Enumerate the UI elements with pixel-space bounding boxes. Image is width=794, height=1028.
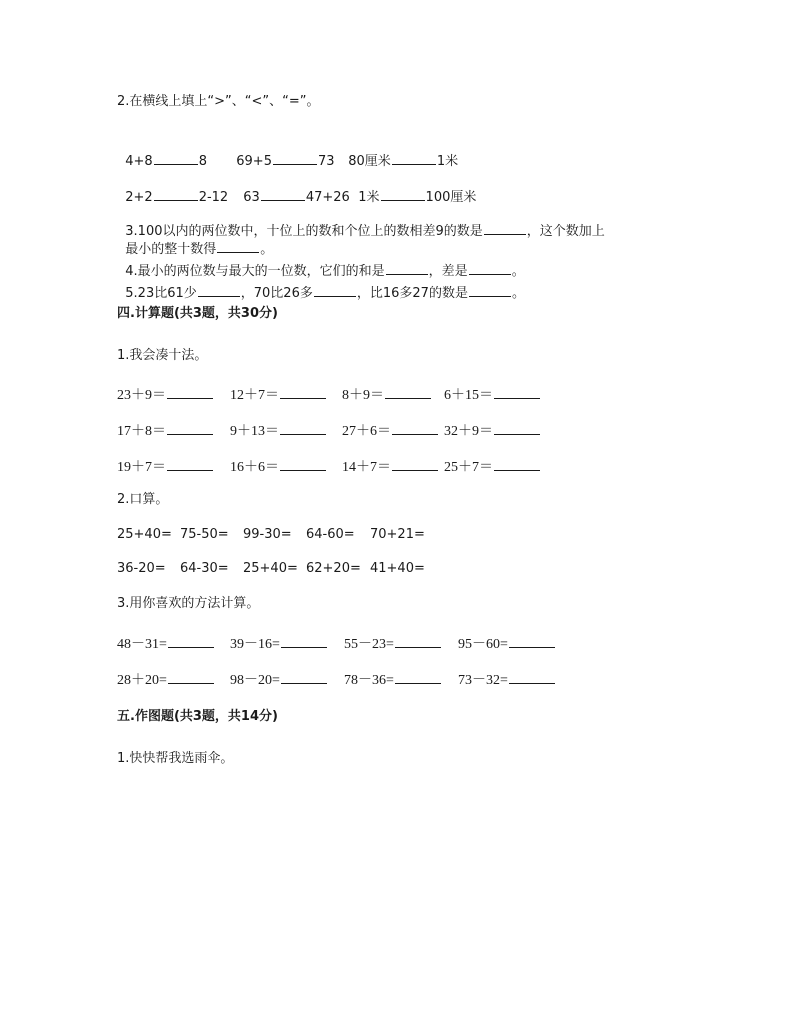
exercise-expression: 25+40= [117,527,172,542]
compare-right: 2-12 [198,190,229,205]
exercise-expression: 95－60= [458,637,508,652]
exercise-item [306,561,361,577]
compare-left: 63 [243,190,260,205]
exercise-expression: 98－20= [230,673,280,688]
answer-blank[interactable] [280,457,326,471]
exercise-expression: 28＋20= [117,673,167,688]
exercise-expression: 62+20= [306,561,361,576]
exercise-item [458,670,556,689]
exercise-expression: 19＋7＝ [117,460,166,475]
answer-blank[interactable] [484,221,526,235]
question-text: 3.100以内的两位数中，十位上的数和个位上的数相差9的数是 [125,224,483,239]
answer-blank[interactable] [314,283,356,297]
exercise-expression: 70+21= [370,527,425,542]
exercise-expression: 6＋15＝ [444,388,493,403]
question-text: 。 [511,286,525,301]
answer-blank[interactable] [167,385,213,399]
answer-blank[interactable] [509,670,555,684]
compare-right: 8 [198,154,207,169]
answer-blank[interactable] [494,421,540,435]
compare-right: 73 [317,154,335,169]
exercise-item [117,634,215,653]
exercise-expression: 25+40= [243,561,298,576]
exercise-item [306,527,355,543]
s5-question-1-title: 1.快快帮我选雨伞。 [117,751,234,766]
answer-blank[interactable] [381,187,425,201]
compare-item [235,171,350,206]
exercise-item [370,527,425,543]
exercise-item [117,561,166,577]
question-text: 5.23比61少 [125,286,197,301]
question-text: ，70比26多 [240,286,313,301]
answer-blank[interactable] [168,670,214,684]
exercise-item [444,385,541,404]
question-2-title: 2.在横线上填上“>”、“<”、“=”。 [117,94,320,109]
exercise-item [180,561,229,577]
answer-blank[interactable] [154,187,198,201]
exercise-expression: 25＋7＝ [444,460,493,475]
exercise-expression: 17＋8＝ [117,424,166,439]
compare-item [340,135,458,170]
exercise-item [342,421,439,440]
compare-left: 4+8 [125,154,153,169]
answer-blank[interactable] [280,421,326,435]
exercise-item [230,670,328,689]
answer-blank[interactable] [385,385,431,399]
answer-blank[interactable] [494,385,540,399]
answer-blank[interactable] [273,151,317,165]
exercise-item [342,385,432,404]
exercise-item [458,634,556,653]
exercise-item [243,527,292,543]
question-text: 。 [260,242,274,257]
answer-blank[interactable] [392,421,438,435]
exercise-expression: 14＋7＝ [342,460,391,475]
question-5 [117,267,525,302]
exercise-expression: 78－36= [344,673,394,688]
answer-blank[interactable] [261,187,305,201]
compare-left: 1米 [358,190,380,205]
exercise-item [117,527,172,543]
answer-blank[interactable] [392,151,436,165]
exercise-item [344,670,442,689]
compare-item [228,135,335,170]
compare-left: 80厘米 [348,154,391,169]
exercise-expression: 41+40= [370,561,425,576]
exercise-expression: 23＋9＝ [117,388,166,403]
compare-row-2 [117,171,228,206]
exercise-expression: 32＋9＝ [444,424,493,439]
compare-item [350,171,476,206]
exercise-item [230,385,327,404]
exercise-item [230,634,328,653]
exercise-item [230,421,327,440]
answer-blank[interactable] [509,634,555,648]
compare-right: 47+26 [305,190,350,205]
s4-question-3-title: 3.用你喜欢的方法计算。 [117,596,260,611]
question-text: ，这个数加上 [526,224,605,239]
question-text: ，比16多27的数是 [356,286,468,301]
exercise-item [444,457,541,476]
exercise-item [342,457,439,476]
s4-question-1-title: 1.我会凑十法。 [117,348,208,363]
exercise-item [117,421,214,440]
answer-blank[interactable] [395,634,441,648]
exercise-item [117,385,214,404]
section-4-heading: 四.计算题(共3题，共30分) [117,306,278,321]
exercise-expression: 99-30= [243,527,292,542]
exercise-expression: 55－23= [344,637,394,652]
compare-left: 2+2 [125,190,153,205]
exercise-item [230,457,327,476]
answer-blank[interactable] [494,457,540,471]
answer-blank[interactable] [198,283,240,297]
question-text: 最小的整十数得 [125,242,217,257]
exercise-expression: 75-50= [180,527,229,542]
exercise-expression: 73－32= [458,673,508,688]
exercise-expression: 36-20= [117,561,166,576]
answer-blank[interactable] [395,670,441,684]
compare-right: 100厘米 [425,190,477,205]
answer-blank[interactable] [167,457,213,471]
exercise-expression: 8＋9＝ [342,388,384,403]
answer-blank[interactable] [281,670,327,684]
exercise-expression: 9＋13＝ [230,424,279,439]
exercise-expression: 64-60= [306,527,355,542]
answer-blank[interactable] [168,634,214,648]
exercise-item [117,457,214,476]
exercise-expression: 64-30= [180,561,229,576]
exercise-item [117,670,215,689]
answer-blank[interactable] [281,634,327,648]
exercise-item [243,561,298,577]
exercise-item [180,527,229,543]
section-5-heading: 五.作图题(共3题，共14分) [117,709,278,724]
s4-question-2-title: 2.口算。 [117,492,169,507]
exercise-expression: 48－31= [117,637,167,652]
compare-right: 1米 [436,154,459,169]
compare-row-1 [117,135,207,170]
exercise-expression: 16＋6＝ [230,460,279,475]
answer-blank[interactable] [469,283,511,297]
answer-blank[interactable] [392,457,438,471]
exercise-item [370,561,425,577]
answer-blank[interactable] [154,151,198,165]
question-text: 。 [511,264,525,279]
exercise-expression: 39－16= [230,637,280,652]
exercise-item [444,421,541,440]
exercise-expression: 12＋7＝ [230,388,279,403]
exercise-item [344,634,442,653]
exercise-expression: 27＋6＝ [342,424,391,439]
question-text: 4.最小的两位数与最大的一位数，它们的和是 [125,264,385,279]
compare-left: 69+5 [236,154,272,169]
answer-blank[interactable] [167,421,213,435]
answer-blank[interactable] [280,385,326,399]
question-text: ，差是 [428,264,468,279]
